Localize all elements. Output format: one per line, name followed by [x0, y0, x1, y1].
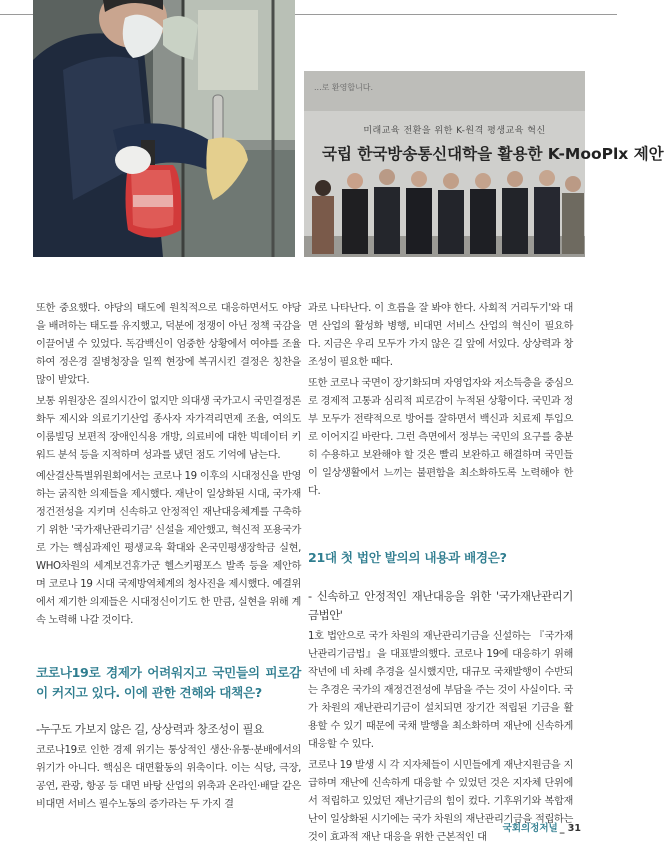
banner-title: 국립 한국방송통신대학을 활용한 K-MooPlx 제안	[322, 145, 664, 163]
section-subhead: -누구도 가보지 않은 길, 상상력과 창조성이 필요	[36, 722, 264, 736]
right-column	[308, 300, 573, 850]
banner-subtitle: 미래교육 전환을 위한 K-원격 평생교육 혁신	[363, 126, 546, 136]
paragraph: 또한 중요했다. 야당의 태도에 원칙적으로 대응하면서도 야당을 배려하는 태도를 유지했고, 덕분에 정쟁이 아닌 정책 국감을 이끌어낼 수 있었다. 독감백신이 엄중한 상황에서 여야를 조율하여 정은경 질병청장을 일찍 현장에 복귀시킨 결정은 칭찬을 많이 받았다.	[36, 303, 301, 386]
paragraph: 코로나19로 인한 경제 위기는 통상적인 생산·유통·분배에서의 위기가 아니다. 핵심은 대면활동의 위축이다. 이는 식당, 극장, 공연, 관광, 항공 등 대면 바탕 산업의 위축과 온라인·배달 같은 비대면 서비스 필수노동의 증가라는 두 가지 결	[36, 745, 301, 810]
journal-title: 국회의정저널	[502, 823, 558, 834]
paragraph: 코로나 19 발생 시 각 지자체들이 시민들에게 재난지원금을 지급하며 재난에 신속하게 대응할 수 있었던 것은 지자체 단위에서 적립하고 있었던 재난기금의 힘이 컸다. 기후위기와 복합재난이 일상화된 시기에는 국가 차원의 재난관리기금을 적립하는 것이 효과적 재난 대응을 위한 근본적인 대	[308, 760, 573, 843]
paragraph: 과로 나타난다. 이 흐름을 잘 봐야 한다. 사회적 거리두기'와 대면 산업의 활성화 병행, 비대면 서비스 산업의 혁신이 필요하다. 지금은 우리 모두가 가지 않은 길 앞에 서있다. 상상력과 창조성이 필요한 때다.	[308, 303, 573, 368]
paragraph: 1호 법안으로 국가 차원의 재난관리기금을 신설하는 『국가재난관리기금법』을 대표발의했다. 코로나 19에 대응하기 위해 작년에 네 차례 추경을 실시했지만, 대규모 국채발행이 수반되는 추경은 국가의 재정건전성에 부담을 주는 것이 사실이다. 국가 차원의 재난관리기금이 설치되면 장기간 적립된 기금을 활용할 수 있기 때문에 국채 발행을 최소화하며 재난에 신속하게 대응할 수 있다.	[308, 631, 573, 750]
page-number: _ 31	[559, 823, 581, 834]
paragraph: 예산결산특별위원회에서는 코로나 19 이후의 시대정신을 반영하는 굵직한 의제들을 제시했다. 재난이 일상화된 시대, 국가재정건전성을 지키며 신속하고 안정적인 재난대응체계를 구축하기 위한 '국가재난관리기금' 신설을 제안했고, 혁신적 포용국가로 가는 핵심과제인 평생교육 확대와 온국민평생장학금 실현, WHO차원의 세계보건휴가군 헬스키평포스 발족 등을 제안하며 코로나 19 시대 국제방역체계의 청사진을 제시했다. 예결위에서 제기한 의제들은 시대정신이기도 한 만큼, 실현을 위해 계속 노력해 나갈 것이다.	[36, 471, 301, 626]
paragraph: 보통 위원장은 질의시간이 없지만 의대생 국가고시 국민결정론 화두 제시와 의료기기산업 종사자 자가격리면제 조율, 여의도 이룸빌딩 보편적 장애인식용 개방, 의료비에 대한 빅데이터 키워드 분석 등을 지적하며 성과를 냈던 점도 기억에 남는다.	[36, 396, 301, 461]
page-footer	[503, 820, 581, 834]
disinfection-photo	[33, 0, 295, 257]
section-heading: 코로나19로 경제가 어려워지고 국민들의 피로감이 커지고 있다. 이에 관한 견해와 대책은?	[36, 665, 301, 700]
paragraph: 또한 코로나 국면이 장기화되며 자영업자와 저소득층을 중심으로 경제적 고통과 심리적 피로감이 누적된 상황이다. 국민과 정부 모두가 전략적으로 방어를 잘하면서 백신과 치료제 투입으로 이어지길 바란다. 그런 측면에서 정부는 국민의 요구를 충분히 수용하고 보완해야 할 것은 빨리 보완하고 해결하며 국민들이 일상생활에서 느끼는 불편함을 최소화하도록 노력해야 한다.	[308, 378, 573, 497]
left-column	[36, 300, 301, 817]
group-photo	[304, 71, 664, 257]
section-subhead: - 신속하고 안정적인 재난대응을 위한 '국가재난관리기금법안'	[308, 589, 573, 622]
section-heading: 21대 첫 법안 발의의 내용과 배경은?	[308, 550, 507, 565]
banner-welcome: ...로 환영합니다.	[314, 83, 374, 92]
